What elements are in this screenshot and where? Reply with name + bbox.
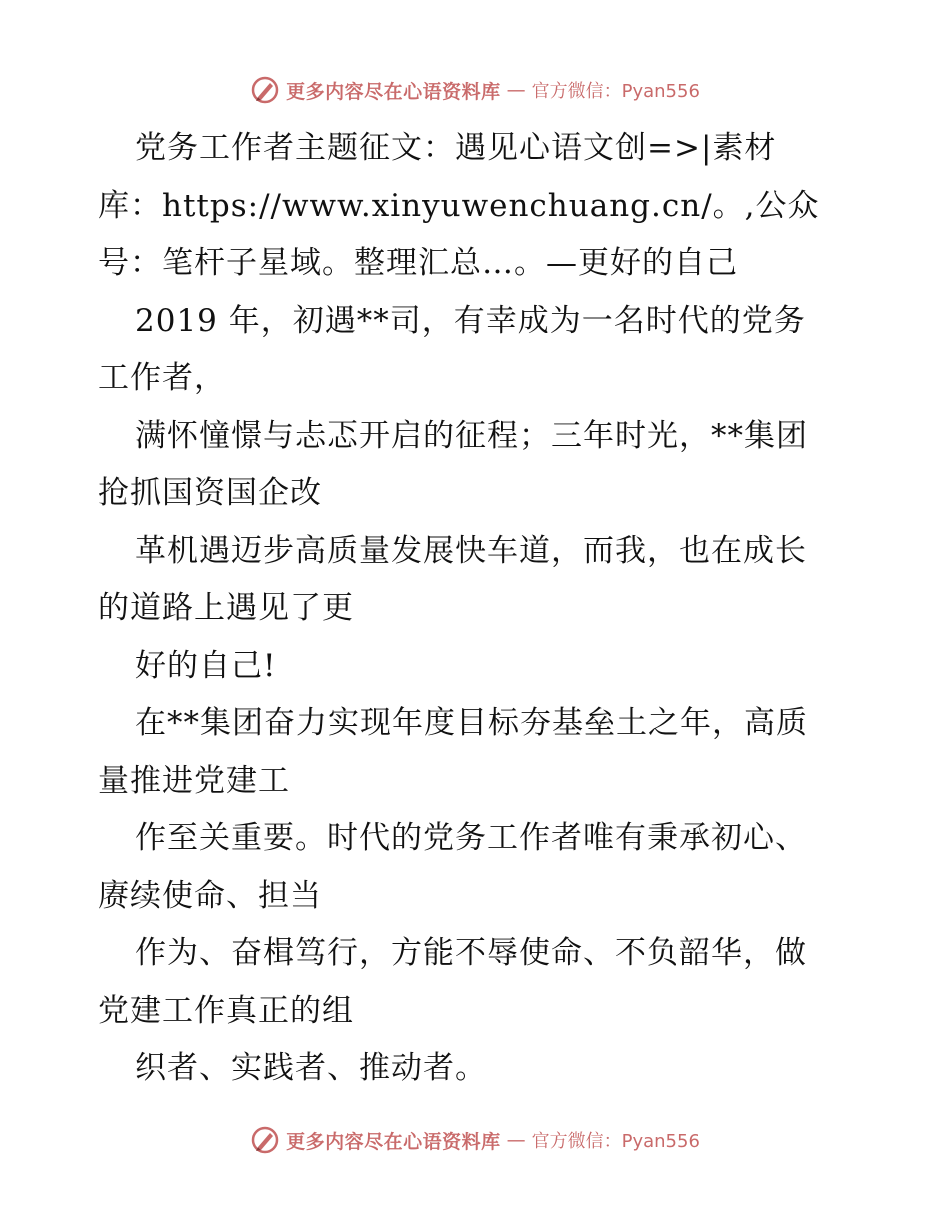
document-body	[98, 120, 868, 1098]
header-separator: —	[506, 79, 526, 101]
header-contact-text: 官方微信：Pyan556	[531, 81, 700, 102]
header-brand-text: 更多内容尽在心语资料库	[286, 80, 501, 103]
body-line: 量推进党建工	[98, 762, 290, 799]
body-line: 党务工作者主题征文：遇见心语文创=>|素材	[135, 130, 777, 166]
body-line: 2019 年，初遇**司，有幸成为一名时代的党务	[135, 302, 806, 339]
body-line: 库：https://www.xinyuwenchuang.cn/。,公众	[98, 187, 820, 224]
body-line: 满怀憧憬与忐忑开启的征程；三年时光，**集团	[135, 417, 808, 454]
header-banner	[0, 72, 950, 108]
body-line: 赓续使命、担当	[98, 877, 322, 914]
body-line: 的道路上遇见了更	[98, 590, 354, 626]
footer-banner	[0, 1122, 950, 1158]
pen-logo-icon	[250, 1125, 280, 1155]
body-line: 作至关重要。时代的党务工作者唯有秉承初心、	[135, 820, 807, 856]
body-line: 在**集团奋力实现年度目标夯基垒土之年，高质	[135, 705, 808, 741]
footer-contact-text: 官方微信：Pyan556	[531, 1131, 700, 1152]
body-line: 工作者，	[98, 360, 226, 396]
pen-logo-icon	[250, 75, 280, 105]
body-line: 党建工作真正的组	[98, 992, 354, 1029]
body-line: 号：笔杆子星域。整理汇总…。—更好的自己	[98, 245, 738, 281]
footer-brand-text: 更多内容尽在心语资料库	[286, 1130, 501, 1153]
body-line: 好的自己!	[135, 647, 277, 684]
footer-separator: —	[506, 1129, 526, 1151]
body-line: 作为、奋楫笃行，方能不辱使命、不负韶华，做	[135, 935, 807, 971]
body-line: 革机遇迈步高质量发展快车道，而我，也在成长	[135, 532, 807, 569]
body-line: 抢抓国资国企改	[98, 475, 322, 511]
body-line: 织者、实践者、推动者。	[135, 1050, 487, 1086]
